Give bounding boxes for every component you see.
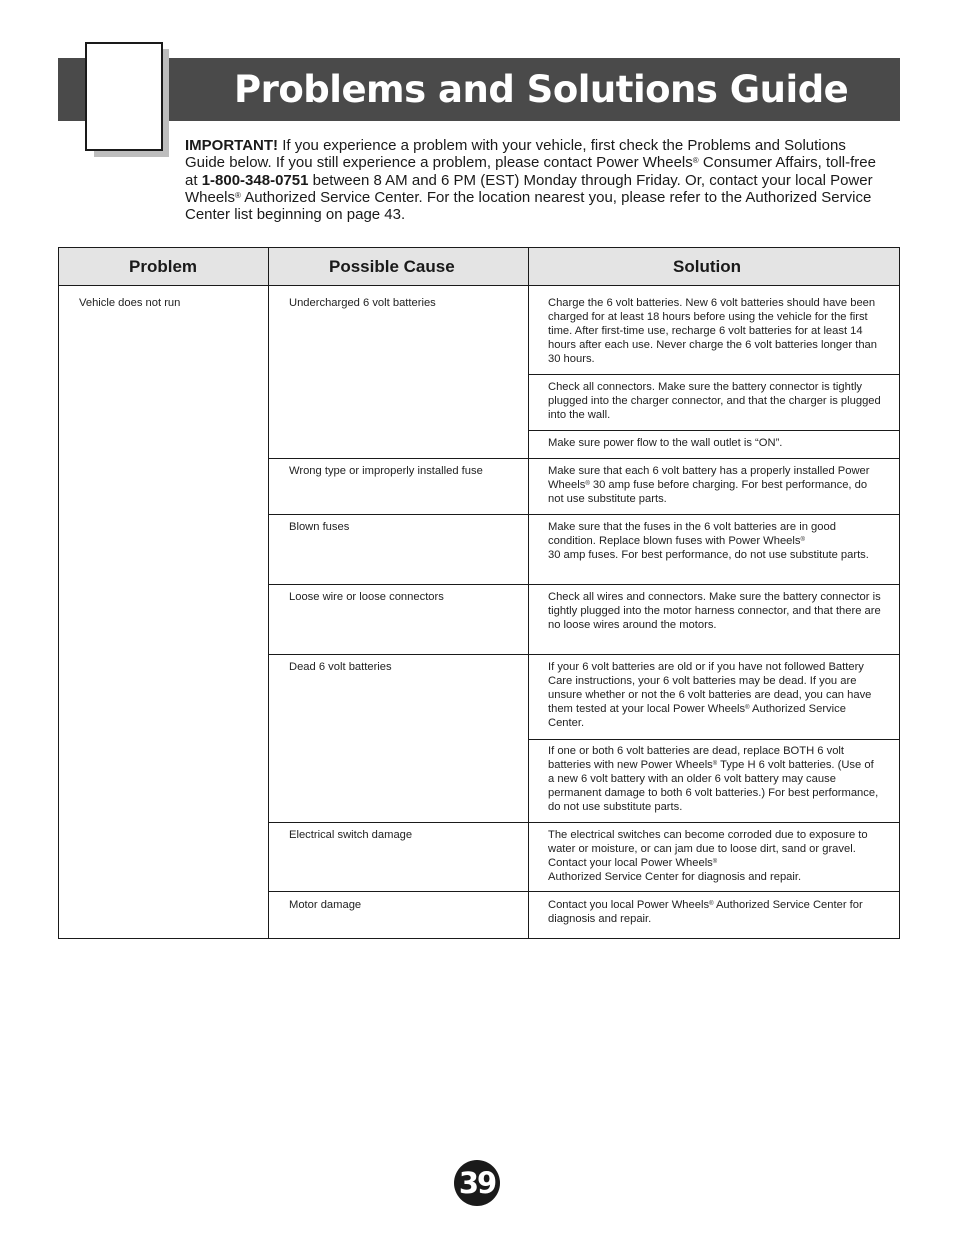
page-title: Problems and Solutions Guide — [234, 68, 849, 111]
solution-text: If your 6 volt batteries are old or if you have not followed Battery Care instructions, your 6 volt batteries may be dead. If you are unsure whether or not the 6 volt batteries are dead, you can have them tested at your local Power Wheels — [548, 661, 872, 715]
cause-cell: Electrical switch damage — [289, 829, 413, 841]
solution-divider — [529, 430, 899, 431]
registered-mark: ® — [745, 705, 750, 711]
registered-mark: ® — [235, 190, 241, 200]
row-divider — [269, 514, 899, 515]
solution-text: Make sure that the fuses in the 6 volt batteries are in good condition. Replace blown fuses with Power Wheels — [548, 521, 836, 547]
intro-text-3: between 8 AM and 6 PM (EST) Monday through Friday. Or, contact your local Power Wheels — [185, 171, 873, 206]
registered-mark: ® — [692, 156, 699, 166]
cause-cell: Dead 6 volt batteries — [289, 661, 392, 673]
solution-cell — [548, 520, 883, 562]
cause-cell: Undercharged 6 volt batteries — [289, 297, 436, 309]
phone-number: 1-800-348-0751 — [201, 171, 309, 189]
cause-cell: Loose wire or loose connectors — [289, 591, 444, 603]
problem-cell: Vehicle does not run — [79, 297, 181, 309]
intro-paragraph — [185, 137, 885, 223]
solution-text: 30 amp fuse before charging. For best performance, do not use substitute parts. — [548, 479, 868, 505]
registered-mark: ® — [800, 537, 805, 543]
solution-text: Type H 6 volt batteries. (Use of a new 6 volt battery with an older 6 volt battery may cause permanent damage to both 6 volt batteries.) For best performance, do not use substitute parts. — [548, 759, 879, 813]
row-divider — [269, 822, 899, 823]
registered-mark: ® — [712, 859, 718, 865]
column-divider — [268, 248, 269, 938]
solution-cell: Make sure power flow to the wall outlet is “ON”. — [548, 437, 783, 449]
row-divider — [269, 654, 899, 655]
solution-text: Authorized Service Center for diagnosis and repair. — [548, 899, 863, 925]
registered-mark: ® — [585, 481, 590, 487]
solution-text: Make sure that each 6 volt battery has a properly installed Power Wheels — [548, 465, 870, 491]
cause-cell: Motor damage — [289, 899, 362, 911]
solution-cell: Check all connectors. Make sure the battery connector is tightly plugged into the charger connector, and that the charger is plugged into the wall. — [548, 381, 881, 421]
cause-cell: Blown fuses — [289, 521, 350, 533]
table-header — [59, 248, 899, 286]
solution-cell: Check all wires and connectors. Make sure the battery connector is tightly plugged into the motor harness connector, and that there are no loose wires around the motors. — [548, 591, 881, 631]
solution-cell — [548, 898, 883, 926]
corner-box — [85, 42, 163, 151]
header-possible-cause: Possible Cause — [329, 257, 455, 276]
cause-cell: Wrong type or improperly installed fuse — [289, 465, 483, 477]
solution-text: If one or both 6 volt batteries are dead, replace BOTH 6 volt batteries with new Power Wheels — [548, 745, 845, 771]
solution-text: The electrical switches can become corroded due to exposure to water or moisture, or can jam due to loose dirt, sand or gravel. Contact your local Power Wheels — [548, 829, 868, 869]
problems-table — [58, 247, 900, 939]
registered-mark: ® — [709, 901, 714, 907]
registered-mark: ® — [712, 761, 718, 767]
solution-divider — [529, 739, 899, 740]
intro-text-4: Authorized Service Center. For the location nearest you, please refer to the Authorized Service Center list beginning on page 43. — [185, 188, 872, 224]
row-divider — [269, 891, 899, 892]
row-divider — [269, 584, 899, 585]
solution-cell — [548, 744, 883, 814]
solution-divider — [529, 374, 899, 375]
solution-cell — [548, 464, 883, 506]
intro-lead: IMPORTANT! — [185, 137, 279, 154]
solution-text: Contact you local Power Wheels — [548, 899, 710, 911]
row-divider — [269, 458, 899, 459]
solution-cell — [548, 828, 883, 884]
header-bar — [58, 58, 900, 121]
solution-cell — [548, 660, 883, 730]
intro-text-1: If you experience a problem with your vehicle, first check the Problems and Solutions Guide below. If you still experience a problem, please contact Power Wheels — [185, 137, 846, 172]
column-divider — [528, 248, 529, 938]
solution-text: Authorized Service Center for diagnosis and repair. — [548, 871, 802, 883]
page-number-badge: 39 — [454, 1160, 500, 1206]
header-solution: Solution — [673, 257, 741, 276]
solution-text: 30 amp fuses. For best performance, do not use substitute parts. — [548, 549, 869, 561]
solution-cell: Charge the 6 volt batteries. New 6 volt batteries should have been charged for at least 18 hours before using the vehicle for the first time. After first-time use, recharge 6 volt batteries for at least 14 hours after each use. Never charge the 6 volt batteries longer than 30 hours. — [548, 297, 877, 365]
header-problem: Problem — [129, 257, 198, 276]
solution-text: Authorized Service Center. — [548, 703, 846, 729]
intro-text-2: Consumer Affairs, toll-free at — [185, 154, 876, 189]
